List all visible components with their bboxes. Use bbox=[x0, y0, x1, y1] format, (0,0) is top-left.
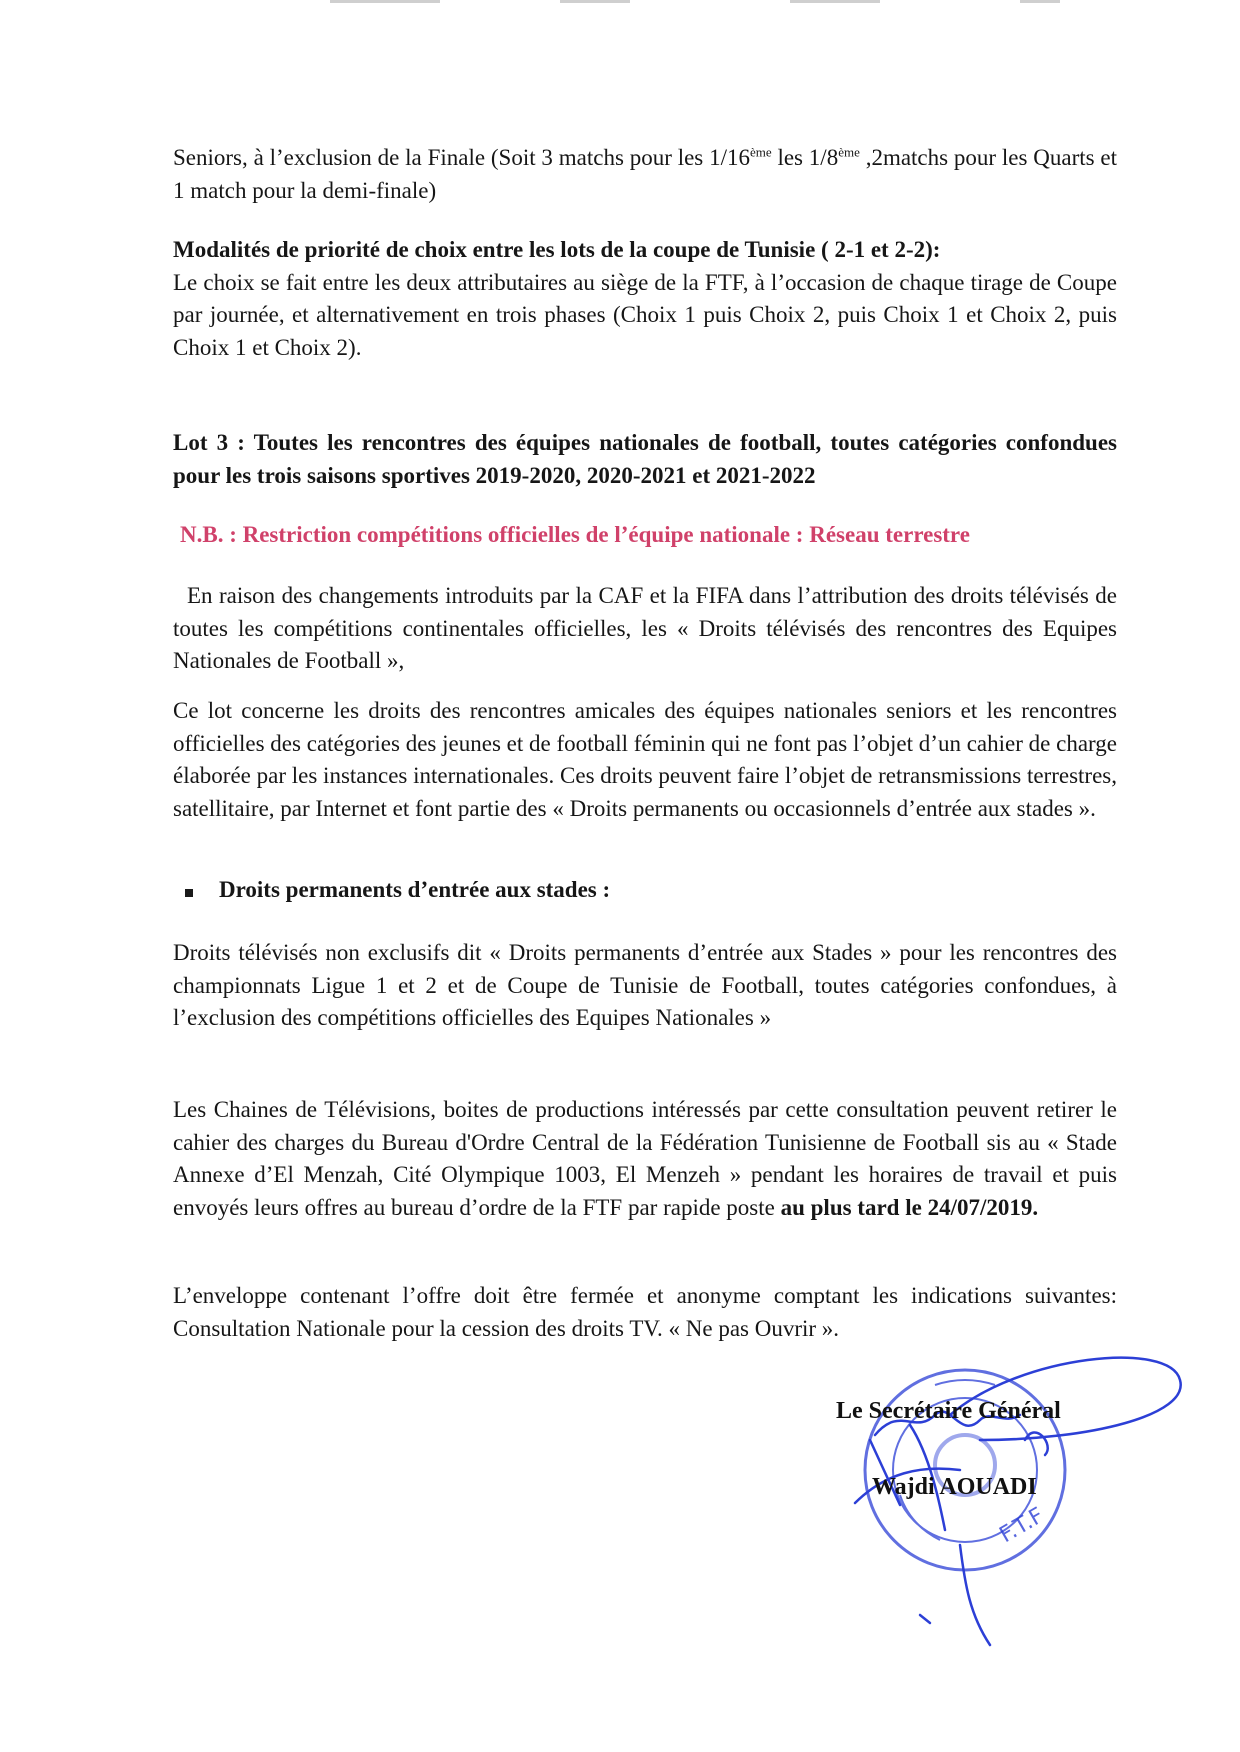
paragraph-lot-concerne: Ce lot concerne les droits des rencontres amicales des équipes nationales seniors et les rencontres officielles des catégories des jeunes et de football féminin qui ne font pas l’objet d’un cahier de charge élaborée par les instances internationales. Ces droits peuvent faire l’objet de retransmissions terrestres, satellitaire, par Internet et font partie des « Droits permanents ou occasionnels d’entrée aux stades ». bbox=[173, 698, 1117, 821]
superscript-eme-2: ème bbox=[838, 144, 860, 160]
ftf-stamp-and-signature bbox=[840, 1345, 1240, 1665]
seniors-text-a: Seniors, à l’exclusion de la Finale (Soit 3 matchs pour les 1/16 bbox=[173, 145, 750, 170]
paragraph-caf-fifa: En raison des changements introduits par la CAF et la FIFA dans l’attribution des droits télévisés de toutes les compétitions continentales officielles, les « Droits télévisés des rencontres des Equipes Nationales de Football », bbox=[173, 583, 1117, 673]
modalites-heading: Modalités de priorité de choix entre les lots de la coupe de Tunisie ( 2-1 et 2-2): bbox=[173, 237, 941, 262]
superscript-eme-1: ème bbox=[749, 144, 772, 160]
paragraph-droits-permanents: Droits télévisés non exclusifs dit « Droits permanents d’entrée aux Stades » pour les rencontres des championnats Ligue 1 et 2 et de Coupe de Tunisie de Football, toutes catégories confondues, à l’exclusion des compétitions officielles des Equipes Nationales » bbox=[173, 940, 1117, 1030]
signatory-name: Wajdi AOUADI bbox=[872, 1474, 1037, 1500]
nb-restriction: N.B. : Restriction compétitions officielles de l’équipe nationale : Réseau terrestre bbox=[180, 522, 970, 547]
seniors-text-c: ,2matchs pour les Quarts et 1 match pour la demi-finale) bbox=[173, 145, 1117, 203]
chaines-text: Les Chaines de Télévisions, boites de productions intéressés par cette consultation peuvent retirer le cahier des charges du Bureau d'Ordre Central de la Fédération Tunisienne de Football sis au « Stade Annexe d’El Menzah, Cité Olympique 1003, El Menzeh » pendant les horaires de travail et puis envoyés leurs offres au bureau d’ordre de la FTF par rapide poste bbox=[173, 1097, 1117, 1220]
paragraph-chaines-tv bbox=[173, 1094, 1117, 1224]
lot3-heading: Lot 3 : Toutes les rencontres des équipes nationales de football, toutes catégories confondues pour les trois saisons sportives 2019-2020, 2020-2021 et 2021-2022 bbox=[173, 430, 1117, 488]
stamp-ftf-text: F.T.F bbox=[995, 1503, 1049, 1549]
scan-edge-marks bbox=[0, 0, 1240, 8]
seniors-text-b: les 1/8 bbox=[777, 145, 839, 170]
modalites-body: Le choix se fait entre les deux attributaires au siège de la FTF, à l’occasion de chaque tirage de Coupe par journée, et alternativement en trois phases (Choix 1 puis Choix 2, puis Choix 1 et Choix 2, puis Choix 1 et Choix 2). bbox=[173, 269, 1117, 360]
bullet-square-icon bbox=[185, 889, 193, 897]
paragraph-seniors bbox=[173, 142, 1117, 207]
paragraph-enveloppe: L’enveloppe contenant l’offre doit être fermée et anonyme comptant les indications suivantes: Consultation Nationale pour la cession des droits TV. « Ne pas Ouvrir ». bbox=[173, 1283, 1117, 1341]
section-modalites bbox=[173, 234, 1117, 364]
droits-permanents-heading: Droits permanents d’entrée aux stades : bbox=[219, 877, 611, 902]
signatory-title: Le Secrétaire Général bbox=[836, 1398, 1061, 1424]
deadline-date: au plus tard le 24/07/2019. bbox=[780, 1194, 1039, 1220]
